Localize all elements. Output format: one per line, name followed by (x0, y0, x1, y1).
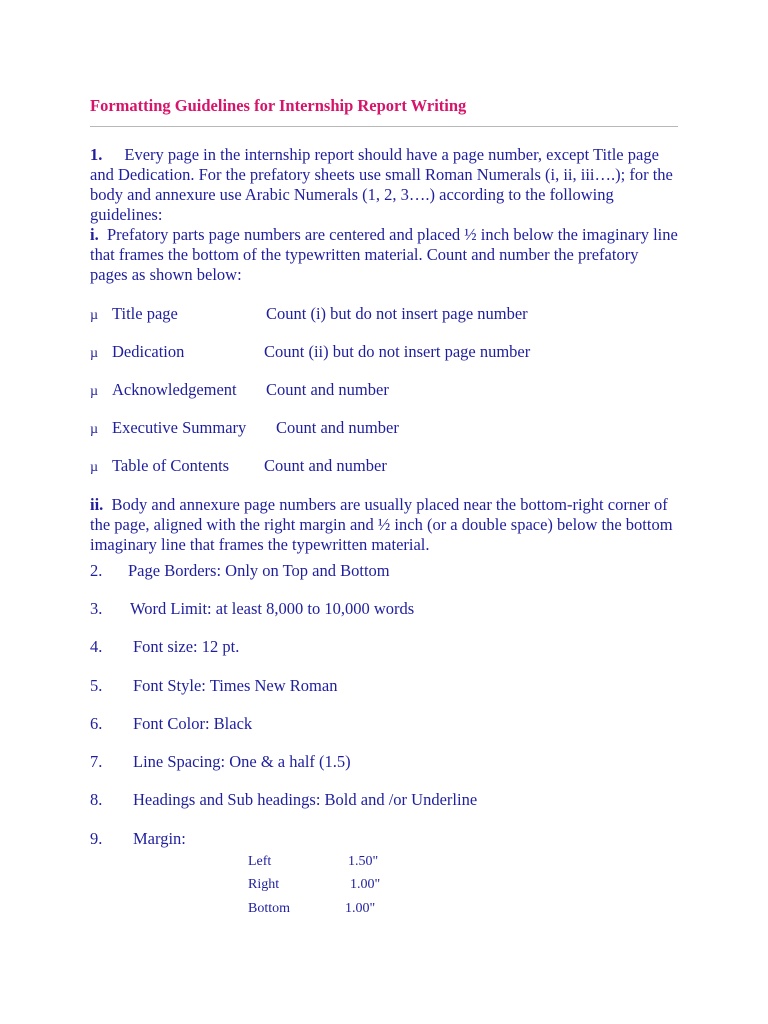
item-6-text: Font Color: Black (133, 714, 253, 733)
bullet-rule: Count and number (264, 456, 387, 475)
bullet-mu-icon: µ (90, 460, 99, 475)
bullet-mu-icon: µ (90, 308, 99, 323)
item-4-text: Font size: 12 pt. (133, 637, 240, 656)
bullet-row (90, 304, 178, 326)
bullet-mu-icon: µ (90, 346, 99, 361)
bullet-mu-icon: µ (90, 384, 99, 399)
sub-i-paragraph (90, 225, 680, 285)
bullet-row (90, 456, 229, 478)
bullet-name: Acknowledgement (112, 380, 237, 399)
bullet-rule: Count and number (266, 380, 389, 399)
margin-value: 1.00" (350, 877, 381, 892)
item-7-number: 7. (90, 752, 103, 771)
bullet-mu-icon: µ (90, 422, 99, 437)
item-9-text: Margin: (133, 829, 186, 848)
bullet-row (90, 418, 246, 440)
item-4-number: 4. (90, 637, 103, 656)
margin-side: Left (248, 854, 272, 869)
bullet-rule: Count (ii) but do not insert page number (264, 342, 531, 361)
item-5-number: 5. (90, 676, 103, 695)
item-9-number: 9. (90, 829, 103, 848)
item-5-text: Font Style: Times New Roman (133, 676, 338, 695)
sub-ii-label: ii. (90, 495, 104, 514)
margin-value: 1.00" (345, 901, 376, 916)
bullet-rule: Count and number (276, 418, 399, 437)
margin-side: Bottom (248, 901, 291, 916)
bullet-row (90, 380, 237, 402)
item-1-paragraph (90, 145, 680, 225)
bullet-name: Executive Summary (112, 418, 247, 437)
item-1-number: 1. (90, 145, 103, 164)
item-8-number: 8. (90, 790, 103, 809)
sub-ii-text: Body and annexure page numbers are usually placed near the bottom-right corner of the page, aligned with the right margin and ½ inch (or a double space) below the bottom imaginary line that frames the typewritten material. (90, 495, 673, 554)
bullet-name: Dedication (112, 342, 185, 361)
sub-ii-paragraph (90, 495, 680, 555)
bullet-name: Title page (112, 304, 178, 323)
bullet-name: Table of Contents (112, 456, 230, 475)
item-3-number: 3. (90, 599, 103, 618)
item-2-number: 2. (90, 561, 103, 580)
bullet-rule: Count (i) but do not insert page number (266, 304, 528, 323)
item-8-text: Headings and Sub headings: Bold and /or Underline (133, 790, 478, 809)
bullet-row (90, 342, 184, 364)
margin-side: Right (248, 877, 280, 892)
item-1-text: Every page in the internship report should have a page number, except Title page and Dedication. For the prefatory sheets use small Roman Numerals (i, ii, iii….); for the body and annexure use Arabic Numerals (1, 2, 3….) according to the following guidelines: (90, 145, 673, 224)
sub-i-text: Prefatory parts page numbers are centered and placed ½ inch below the imaginary line that frames the bottom of the typewritten material. Count and number the prefatory pages as shown below: (90, 225, 678, 284)
item-7-text: Line Spacing: One & a half (1.5) (133, 752, 351, 771)
margin-value: 1.50" (348, 854, 379, 869)
page-title: Formatting Guidelines for Internship Report Writing (90, 96, 467, 115)
item-6-number: 6. (90, 714, 103, 733)
title-divider (90, 126, 678, 127)
sub-i-label: i. (90, 225, 99, 244)
item-2-text: Page Borders: Only on Top and Bottom (128, 561, 390, 580)
item-3-text: Word Limit: at least 8,000 to 10,000 words (130, 599, 415, 618)
